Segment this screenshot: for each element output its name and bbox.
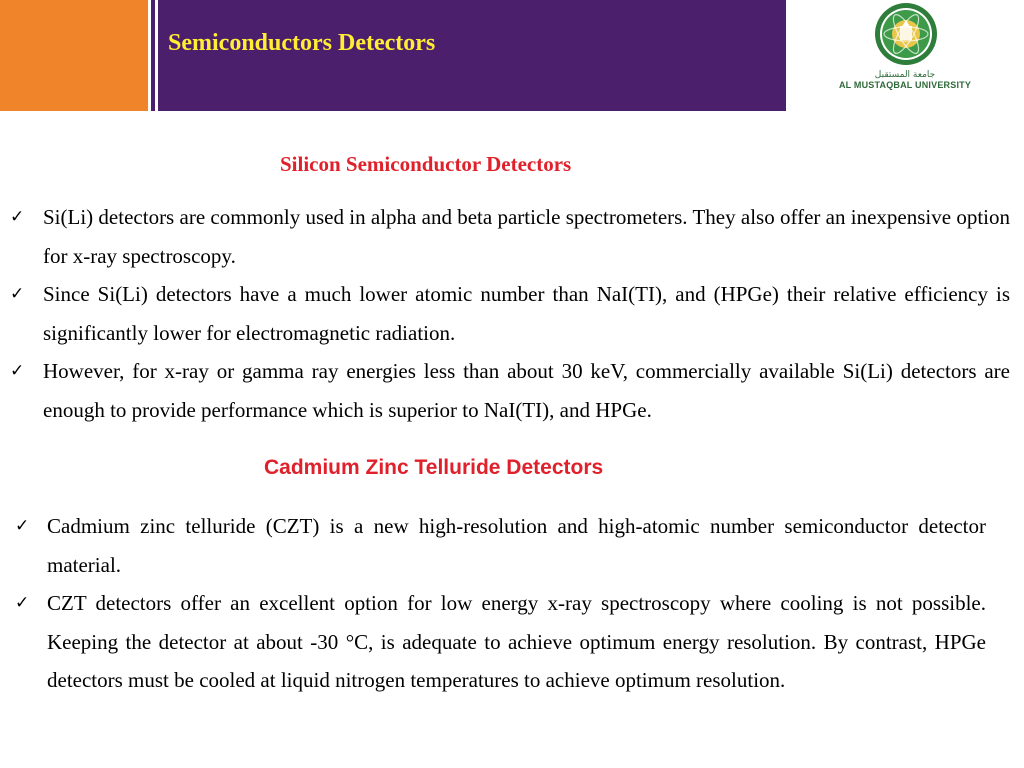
bullet-text: However, for x-ray or gamma ray energies less than about 30 keV, commercially available Si(Li) detectors are enough to provide performance which is superior to NaI(TI), and HPGe.: [43, 359, 1010, 422]
bullet-text: CZT detectors offer an excellent option for low energy x-ray spectroscopy where cooling is not possible. Keeping the detector at about -30 °C, is adequate to achieve optimum energy resolution. By contrast, HPGe detectors must be cooled at liquid nitrogen temperatures to achieve optimum resolution.: [47, 591, 986, 692]
bullet-item: [15, 507, 986, 584]
bullet-item: [10, 198, 1010, 275]
check-icon: ✓: [10, 284, 25, 304]
bullet-item: [15, 584, 986, 700]
check-icon: ✓: [15, 516, 30, 536]
check-icon: ✓: [10, 361, 25, 381]
logo-english-name: AL MUSTAQBAL UNIVERSITY: [838, 80, 972, 90]
bullet-list-czt: [15, 507, 986, 700]
header-orange-block: [0, 0, 148, 111]
logo-arabic-name: جامعة المستقبل: [874, 70, 936, 80]
bullet-list-silicon: [10, 198, 1010, 429]
slide-title: Semiconductors Detectors: [168, 30, 436, 56]
bullet-text: Since Si(Li) detectors have a much lower atomic number than NaI(TI), and (HPGe) their relative efficiency is significantly lower for electromagnetic radiation.: [43, 282, 1010, 345]
section-title-czt: Cadmium Zinc Telluride Detectors: [264, 456, 604, 479]
section-title-silicon: Silicon Semiconductor Detectors: [280, 152, 572, 176]
check-icon: ✓: [10, 207, 25, 227]
bullet-text: Cadmium zinc telluride (CZT) is a new high-resolution and high-atomic number semiconductor detector material.: [47, 514, 986, 577]
bullet-item: [10, 275, 1010, 352]
bullet-text: Si(Li) detectors are commonly used in alpha and beta particle spectrometers. They also offer an inexpensive option for x-ray spectroscopy.: [43, 205, 1010, 268]
check-icon: ✓: [15, 593, 30, 613]
bullet-item: [10, 352, 1010, 429]
